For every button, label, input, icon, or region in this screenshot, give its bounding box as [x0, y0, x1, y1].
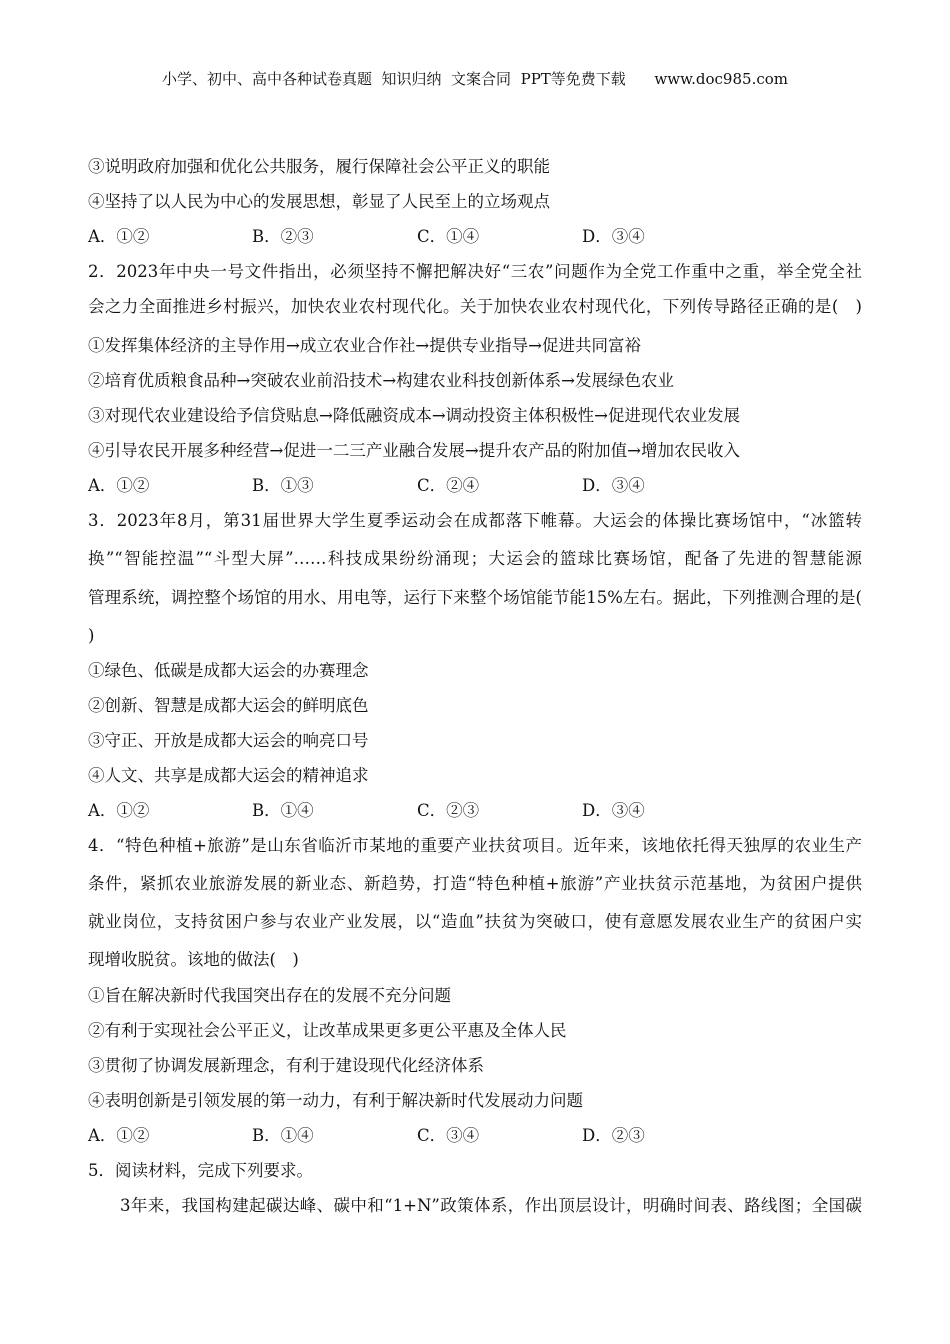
option-b: B．①④	[252, 801, 314, 820]
q4-item-4: ④表明创新是引领发展的第一动力，有利于解决新时代发展动力问题	[88, 1091, 583, 1110]
option-d: D．③④	[582, 227, 645, 246]
q1-item-3: ③说明政府加强和优化公共服务，履行保障社会公平正义的职能	[88, 157, 550, 176]
q1-item-4: ④坚持了以人民为中心的发展思想，彰显了人民至上的立场观点	[88, 192, 550, 211]
option-d: D．②③	[582, 1126, 645, 1145]
q4-item-2: ②有利于实现社会公平正义，让改革成果更多更公平惠及全体人民	[88, 1021, 567, 1040]
q2-item-1: ①发挥集体经济的主导作用→成立农业合作社→提供专业指导→促进共同富裕	[88, 336, 641, 355]
option-d: D．③④	[582, 476, 645, 495]
q4-stem-line: 现增收脱贫。该地的做法( )	[88, 950, 299, 969]
option-b: B．②③	[252, 227, 314, 246]
q4-stem-line: 4．“特色种植+旅游”是山东省临沂市某地的重要产业扶贫项目。近年来，该地依托得天独厚的农业生产	[88, 836, 862, 855]
q3-item-1: ①绿色、低碳是成都大运会的办赛理念	[88, 661, 369, 680]
option-a: A．①②	[88, 227, 150, 246]
q5-stem: 5．阅读材料，完成下列要求。	[88, 1161, 313, 1180]
option-a: A．①②	[88, 801, 150, 820]
option-a: A．①②	[88, 476, 150, 495]
option-c: C．②③	[417, 801, 480, 820]
q2-stem-line: 2．2023年中央一号文件指出，必须坚持不懈把解决好“三农”问题作为全党工作重中之重，举全党全社	[88, 262, 862, 281]
q3-item-3: ③守正、开放是成都大运会的响亮口号	[88, 731, 369, 750]
option-b: B．①④	[252, 1126, 314, 1145]
q2-item-4: ④引导农民开展多种经营→促进一二三产业融合发展→提升农产品的附加值→增加农民收入	[88, 441, 740, 460]
option-b: B．①③	[252, 476, 314, 495]
q3-stem-line: )	[88, 626, 95, 645]
q2-item-2: ②培育优质粮食品种→突破农业前沿技术→构建农业科技创新体系→发展绿色农业	[88, 371, 674, 390]
q3-item-2: ②创新、智慧是成都大运会的鲜明底色	[88, 696, 369, 715]
q3-stem-line: 换”“智能控温”“斗型大屏”……科技成果纷纷涌现；大运会的篮球比赛场馆，配备了先进的智慧能源	[88, 549, 862, 568]
q4-stem-line: 就业岗位，支持贫困户参与农业产业发展，以“造血”扶贫为突破口，使有意愿发展农业生产的贫困户实	[88, 912, 862, 931]
q2-stem-line: 会之力全面推进乡村振兴，加快农业农村现代化。关于加快农业农村现代化，下列传导路径正确的是( )	[88, 297, 862, 316]
option-a: A．①②	[88, 1126, 150, 1145]
q4-item-3: ③贯彻了协调发展新理念，有利于建设现代化经济体系	[88, 1056, 484, 1075]
q3-stem-line: 管理系统，调控整个场馆的用水、用电等，运行下来整个场馆能节能15%左右。据此，下列推测合理的是(	[88, 588, 862, 607]
page-header: 小学、初中、高中各种试卷真题 知识归纳 文案合同 PPT等免费下载 www.doc985.com	[161, 70, 788, 88]
option-d: D．③④	[582, 801, 645, 820]
q2-item-3: ③对现代农业建设给予信贷贴息→降低融资成本→调动投资主体积极性→促进现代农业发展	[88, 406, 740, 425]
option-c: C．③④	[417, 1126, 480, 1145]
q4-item-1: ①旨在解决新时代我国突出存在的发展不充分问题	[88, 986, 451, 1005]
option-c: C．②④	[417, 476, 480, 495]
q3-stem-line: 3．2023年8月，第31届世界大学生夏季运动会在成都落下帷幕。大运会的体操比赛场馆中，“冰篮转	[88, 511, 862, 530]
q3-item-4: ④人文、共享是成都大运会的精神追求	[88, 766, 369, 785]
q5-material-line: 3年来，我国构建起碳达峰、碳中和“1+N”政策体系，作出顶层设计，明确时间表、路线图；全国碳	[120, 1196, 862, 1215]
q4-stem-line: 条件，紧抓农业旅游发展的新业态、新趋势，打造“特色种植+旅游”产业扶贫示范基地，为贫困户提供	[88, 874, 862, 893]
option-c: C．①④	[417, 227, 480, 246]
